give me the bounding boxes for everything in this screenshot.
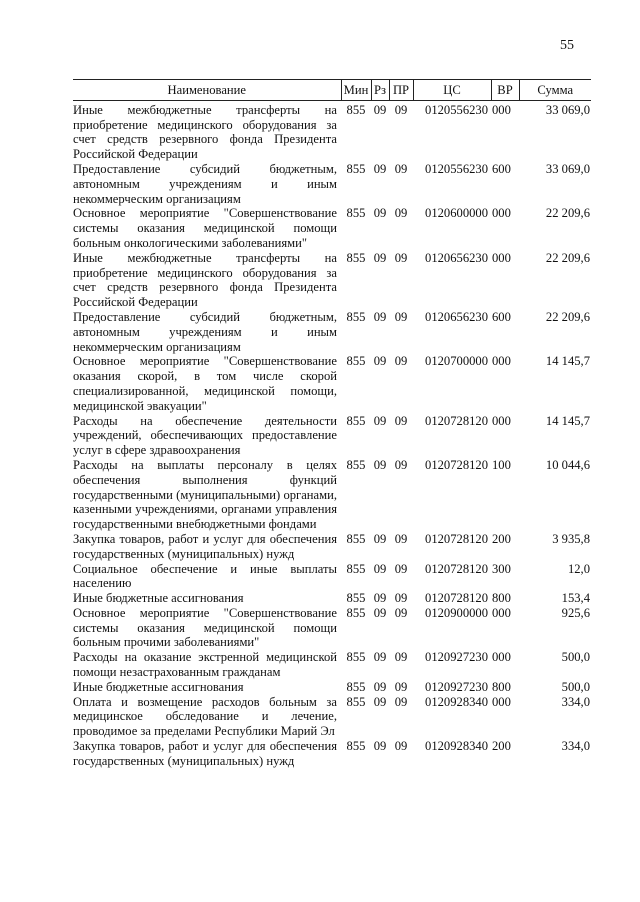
row-cs-cell: 0120900000 bbox=[425, 605, 488, 620]
row-cs-cell: 0120728120 bbox=[425, 561, 488, 576]
table-row bbox=[73, 591, 591, 606]
row-pr-cell: 09 bbox=[394, 531, 408, 546]
row-cs-cell: 0120700000 bbox=[425, 354, 488, 369]
table-row bbox=[73, 162, 591, 206]
row-sum-cell: 334,0 bbox=[561, 739, 590, 754]
row-vr-cell: 200 bbox=[492, 531, 511, 546]
row-vr-cell: 300 bbox=[492, 561, 511, 576]
row-cs-cell: 0120728120 bbox=[425, 413, 488, 428]
row-rz-cell: 09 bbox=[373, 413, 387, 428]
table-row bbox=[73, 695, 591, 739]
row-pr-cell: 09 bbox=[394, 561, 408, 576]
row-pr-cell: 09 bbox=[394, 739, 408, 754]
row-rz-cell: 09 bbox=[373, 650, 387, 665]
table-header-row bbox=[73, 80, 591, 101]
row-name-cell: Основное мероприятие "Совершенствование оказания скорой, в том числе скорой специализированной, медицинской помощи, медицинской эвакуации" bbox=[73, 354, 337, 413]
table-row bbox=[73, 310, 591, 354]
row-name-cell: Расходы на оказание экстренной медицинской помощи незастрахованным гражданам bbox=[73, 650, 337, 680]
row-pr-cell: 09 bbox=[394, 694, 408, 709]
row-name-cell: Закупка товаров, работ и услуг для обеспечения государственных (муниципальных) нужд bbox=[73, 739, 337, 768]
header-cs: ЦС bbox=[413, 80, 491, 101]
row-sum-cell: 22 209,6 bbox=[545, 206, 590, 221]
row-vr-cell: 000 bbox=[492, 206, 511, 221]
table-row bbox=[73, 739, 591, 769]
row-min-cell: 855 bbox=[346, 309, 366, 324]
header-vr: ВР bbox=[491, 80, 519, 101]
row-min-cell: 855 bbox=[346, 206, 366, 221]
row-vr-cell: 200 bbox=[492, 739, 511, 754]
table-row bbox=[73, 650, 591, 680]
row-min-cell: 855 bbox=[346, 694, 366, 709]
table-row bbox=[73, 354, 591, 413]
header-name: Наименование bbox=[73, 80, 341, 101]
row-sum-cell: 334,0 bbox=[561, 694, 590, 709]
row-vr-cell: 000 bbox=[492, 102, 511, 117]
row-cs-cell: 0120556230 bbox=[425, 161, 488, 176]
header-pr: ПР bbox=[389, 80, 413, 101]
row-cs-cell: 0120728120 bbox=[425, 531, 488, 546]
row-rz-cell: 09 bbox=[373, 561, 387, 576]
row-rz-cell: 09 bbox=[373, 102, 387, 117]
row-name-cell: Закупка товаров, работ и услуг для обеспечения государственных (муниципальных) нужд bbox=[73, 531, 337, 561]
budget-table bbox=[73, 79, 591, 769]
row-name-cell: Иные бюджетные ассигнования bbox=[73, 591, 244, 606]
row-rz-cell: 09 bbox=[373, 694, 387, 709]
row-name-cell: Предоставление субсидий бюджетным, автономным учреждениям и иным некоммерческим организациям bbox=[73, 161, 337, 206]
row-rz-cell: 09 bbox=[373, 739, 387, 754]
row-sum-cell: 500,0 bbox=[561, 650, 590, 665]
row-vr-cell: 000 bbox=[492, 413, 511, 428]
table-row bbox=[73, 680, 591, 695]
row-name-cell: Основное мероприятие "Совершенствование системы оказания медицинской помощи больным прочими заболеваниями" bbox=[73, 605, 337, 650]
row-min-cell: 855 bbox=[346, 457, 366, 472]
table-row bbox=[73, 206, 591, 250]
table-row bbox=[73, 100, 591, 162]
table-row bbox=[73, 414, 591, 458]
row-rz-cell: 09 bbox=[373, 250, 387, 265]
row-sum-cell: 10 044,6 bbox=[545, 457, 590, 472]
row-min-cell: 855 bbox=[346, 354, 366, 369]
row-name-cell: Иные межбюджетные трансферты на приобретение медицинского оборудования за счет средств резервного фонда Президента Российской Федерации bbox=[73, 102, 337, 162]
table-row bbox=[73, 532, 591, 562]
row-pr-cell: 09 bbox=[394, 102, 408, 117]
row-rz-cell: 09 bbox=[373, 161, 387, 176]
row-sum-cell: 14 145,7 bbox=[545, 413, 590, 428]
row-min-cell: 855 bbox=[346, 161, 366, 176]
table-body bbox=[73, 100, 591, 768]
row-rz-cell: 09 bbox=[373, 206, 387, 221]
row-sum-cell: 22 209,6 bbox=[545, 309, 590, 324]
row-name-cell: Основное мероприятие "Совершенствование системы оказания медицинской помощи больным онкологическими заболеваниями" bbox=[73, 206, 337, 250]
row-vr-cell: 000 bbox=[492, 650, 511, 665]
row-rz-cell: 09 bbox=[373, 457, 387, 472]
row-cs-cell: 0120728120 bbox=[425, 591, 488, 606]
header-min: Мин bbox=[341, 80, 371, 101]
row-min-cell: 855 bbox=[346, 250, 366, 265]
row-sum-cell: 12,0 bbox=[567, 561, 590, 576]
row-rz-cell: 09 bbox=[373, 309, 387, 324]
row-cs-cell: 0120600000 bbox=[425, 206, 488, 221]
table-row bbox=[73, 606, 591, 650]
row-min-cell: 855 bbox=[346, 531, 366, 546]
row-sum-cell: 33 069,0 bbox=[545, 161, 590, 176]
table-row bbox=[73, 562, 591, 592]
page-number: 55 bbox=[560, 38, 574, 53]
row-name-cell: Оплата и возмещение расходов больным за медицинское обследование и лечение, проводимое за пределами Республики Марий Эл bbox=[73, 694, 337, 739]
row-vr-cell: 600 bbox=[492, 161, 511, 176]
row-cs-cell: 0120927230 bbox=[425, 650, 488, 665]
row-name-cell: Предоставление субсидий бюджетным, автономным учреждениям и иным некоммерческим организациям bbox=[73, 309, 337, 354]
row-min-cell: 855 bbox=[346, 739, 366, 754]
row-cs-cell: 0120656230 bbox=[425, 309, 488, 324]
row-cs-cell: 0120928340 bbox=[425, 739, 488, 754]
row-min-cell: 855 bbox=[346, 605, 366, 620]
row-cs-cell: 0120656230 bbox=[425, 250, 488, 265]
row-min-cell: 855 bbox=[346, 679, 366, 694]
row-min-cell: 855 bbox=[346, 650, 366, 665]
row-name-cell: Расходы на обеспечение деятельности учреждений, обеспечивающих предоставление услуг в сфере здравоохранения bbox=[73, 413, 337, 458]
row-rz-cell: 09 bbox=[373, 605, 387, 620]
row-min-cell: 855 bbox=[346, 591, 366, 606]
row-pr-cell: 09 bbox=[394, 206, 408, 221]
row-min-cell: 855 bbox=[346, 413, 366, 428]
row-min-cell: 855 bbox=[346, 561, 366, 576]
row-rz-cell: 09 bbox=[373, 531, 387, 546]
row-pr-cell: 09 bbox=[394, 354, 408, 369]
row-sum-cell: 14 145,7 bbox=[545, 354, 590, 369]
row-vr-cell: 800 bbox=[492, 679, 511, 694]
row-pr-cell: 09 bbox=[394, 679, 408, 694]
row-pr-cell: 09 bbox=[394, 591, 408, 606]
row-vr-cell: 000 bbox=[492, 354, 511, 369]
row-cs-cell: 0120728120 bbox=[425, 457, 488, 472]
row-min-cell: 855 bbox=[346, 102, 366, 117]
row-vr-cell: 000 bbox=[492, 694, 511, 709]
row-sum-cell: 500,0 bbox=[561, 679, 590, 694]
row-name-cell: Иные межбюджетные трансферты на приобретение медицинского оборудования за счет средств резервного фонда Президента Российской Федерации bbox=[73, 250, 337, 310]
row-cs-cell: 0120927230 bbox=[425, 679, 488, 694]
row-sum-cell: 33 069,0 bbox=[545, 102, 590, 117]
row-vr-cell: 600 bbox=[492, 309, 511, 324]
row-sum-cell: 22 209,6 bbox=[545, 250, 590, 265]
header-rz: Рз bbox=[371, 80, 389, 101]
table-row bbox=[73, 458, 591, 532]
row-pr-cell: 09 bbox=[394, 161, 408, 176]
row-sum-cell: 3 935,8 bbox=[552, 531, 590, 546]
row-pr-cell: 09 bbox=[394, 650, 408, 665]
row-cs-cell: 0120556230 bbox=[425, 102, 488, 117]
row-vr-cell: 100 bbox=[492, 457, 511, 472]
row-name-cell: Социальное обеспечение и иные выплаты населению bbox=[73, 561, 337, 591]
table-row bbox=[73, 251, 591, 310]
row-pr-cell: 09 bbox=[394, 457, 408, 472]
row-sum-cell: 153,4 bbox=[561, 591, 590, 606]
row-pr-cell: 09 bbox=[394, 309, 408, 324]
row-pr-cell: 09 bbox=[394, 413, 408, 428]
row-name-cell: Расходы на выплаты персоналу в целях обеспечения выполнения функций государственными (муниципальными) органами, казенными учреждениями, органами управления государственными внебюджетными фондами bbox=[73, 457, 337, 532]
row-name-cell: Иные бюджетные ассигнования bbox=[73, 679, 244, 694]
row-cs-cell: 0120928340 bbox=[425, 694, 488, 709]
row-vr-cell: 800 bbox=[492, 591, 511, 606]
row-pr-cell: 09 bbox=[394, 605, 408, 620]
row-rz-cell: 09 bbox=[373, 354, 387, 369]
row-rz-cell: 09 bbox=[373, 591, 387, 606]
row-pr-cell: 09 bbox=[394, 250, 408, 265]
row-vr-cell: 000 bbox=[492, 605, 511, 620]
row-sum-cell: 925,6 bbox=[561, 605, 590, 620]
row-vr-cell: 000 bbox=[492, 250, 511, 265]
row-rz-cell: 09 bbox=[373, 679, 387, 694]
header-sum: Сумма bbox=[519, 80, 591, 101]
